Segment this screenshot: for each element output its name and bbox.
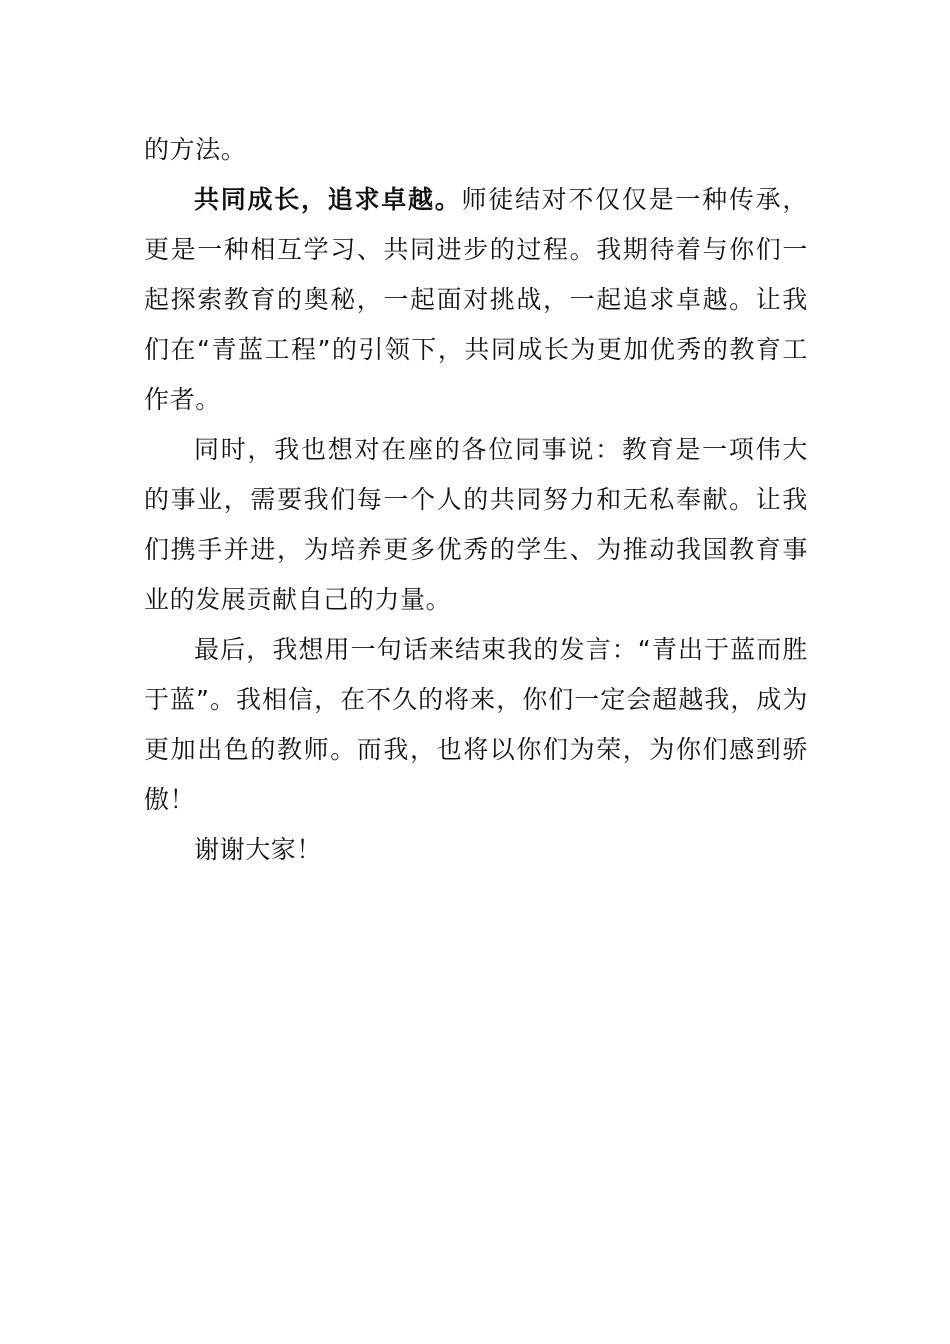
paragraph-text: 最后，我想用一句话来结束我的发言：“青出于蓝而胜于蓝”。我相信，在不久的将来，你们一定会超越我，成为更加出色的教师。而我，也将以你们为荣，为你们感到骄傲！	[144, 635, 808, 814]
paragraph-thanks	[144, 825, 808, 875]
paragraph-text: 同时，我也想对在座的各位同事说：教育是一项伟大的事业，需要我们每一个人的共同努力和无私奉献。让我们携手并进，为培养更多优秀的学生、为推动我国教育事业的发展贡献自己的力量。	[144, 435, 808, 614]
paragraph-colleagues	[144, 425, 808, 625]
document-body	[144, 125, 808, 875]
paragraph-growth	[144, 175, 808, 425]
paragraph-closing	[144, 625, 808, 825]
paragraph-text: 的方法。	[144, 135, 247, 164]
paragraph-heading: 共同成长，追求卓越。	[194, 185, 462, 214]
paragraph-text: 师徒结对不仅仅是一种传承，更是一种相互学习、共同进步的过程。我期待着与你们一起探索教育的奥秘，一起面对挑战，一起追求卓越。让我们在“青蓝工程”的引领下，共同成长为更加优秀的教育工作者。	[144, 185, 808, 414]
paragraph-continuation	[144, 125, 808, 175]
paragraph-text: 谢谢大家！	[194, 835, 323, 864]
